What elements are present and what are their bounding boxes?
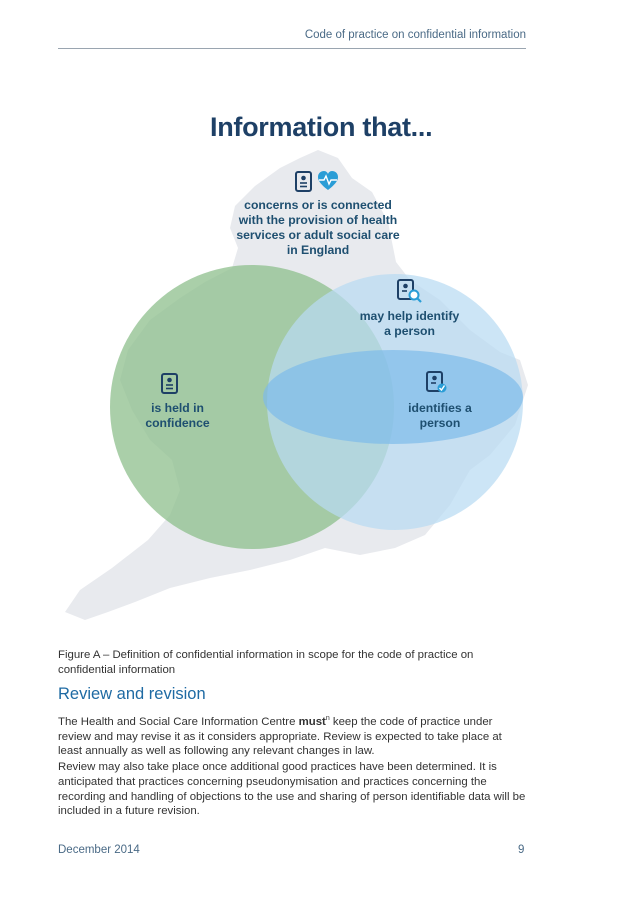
label-held-in-confidence [130,401,225,431]
paragraph-1 [58,712,528,759]
label-line: identifies a [408,401,472,415]
label-health-services [228,198,408,258]
figure-caption: Figure A – Definition of confidential information in scope for the code of practice on confidential information [58,649,474,676]
must-emphasis: must [298,715,326,728]
label-line: with the provision of health [238,213,398,227]
para1-text-end: keep the code of practice under review and may revise it as it considers appropriate. Review is expected to take place at least annually as well as following any relevant changes in law. [58,715,502,758]
label-line: may help identify [359,309,460,323]
label-line: a person [384,324,435,338]
page-header-title: Code of practice on confidential information [304,29,526,41]
label-line: is held in [151,401,204,415]
label-line: concerns or is connected [244,198,392,212]
footer-date: December 2014 [58,844,140,856]
footnote-marker: n [325,715,330,722]
figure-title: Information that... [210,112,433,142]
section-heading: Review and revision [58,685,206,703]
label-line: in England [286,243,350,257]
page-number: 9 [518,844,525,856]
label-line: confidence [145,416,210,430]
label-may-help-identify [352,309,467,339]
para1-text-start: The Health and Social Care Information Centre [58,715,299,728]
label-identifies-person [385,401,495,431]
label-line: person [419,416,461,430]
label-line: services or adult social care [236,228,400,242]
paragraph-2: Review may also take place once additional good practices have been determined. It is anticipated that practices concerning pseudonymisation and practices concerning the recording and handling of objections to the use and sharing of person identifiable data will be included in a future revision. [58,761,526,818]
